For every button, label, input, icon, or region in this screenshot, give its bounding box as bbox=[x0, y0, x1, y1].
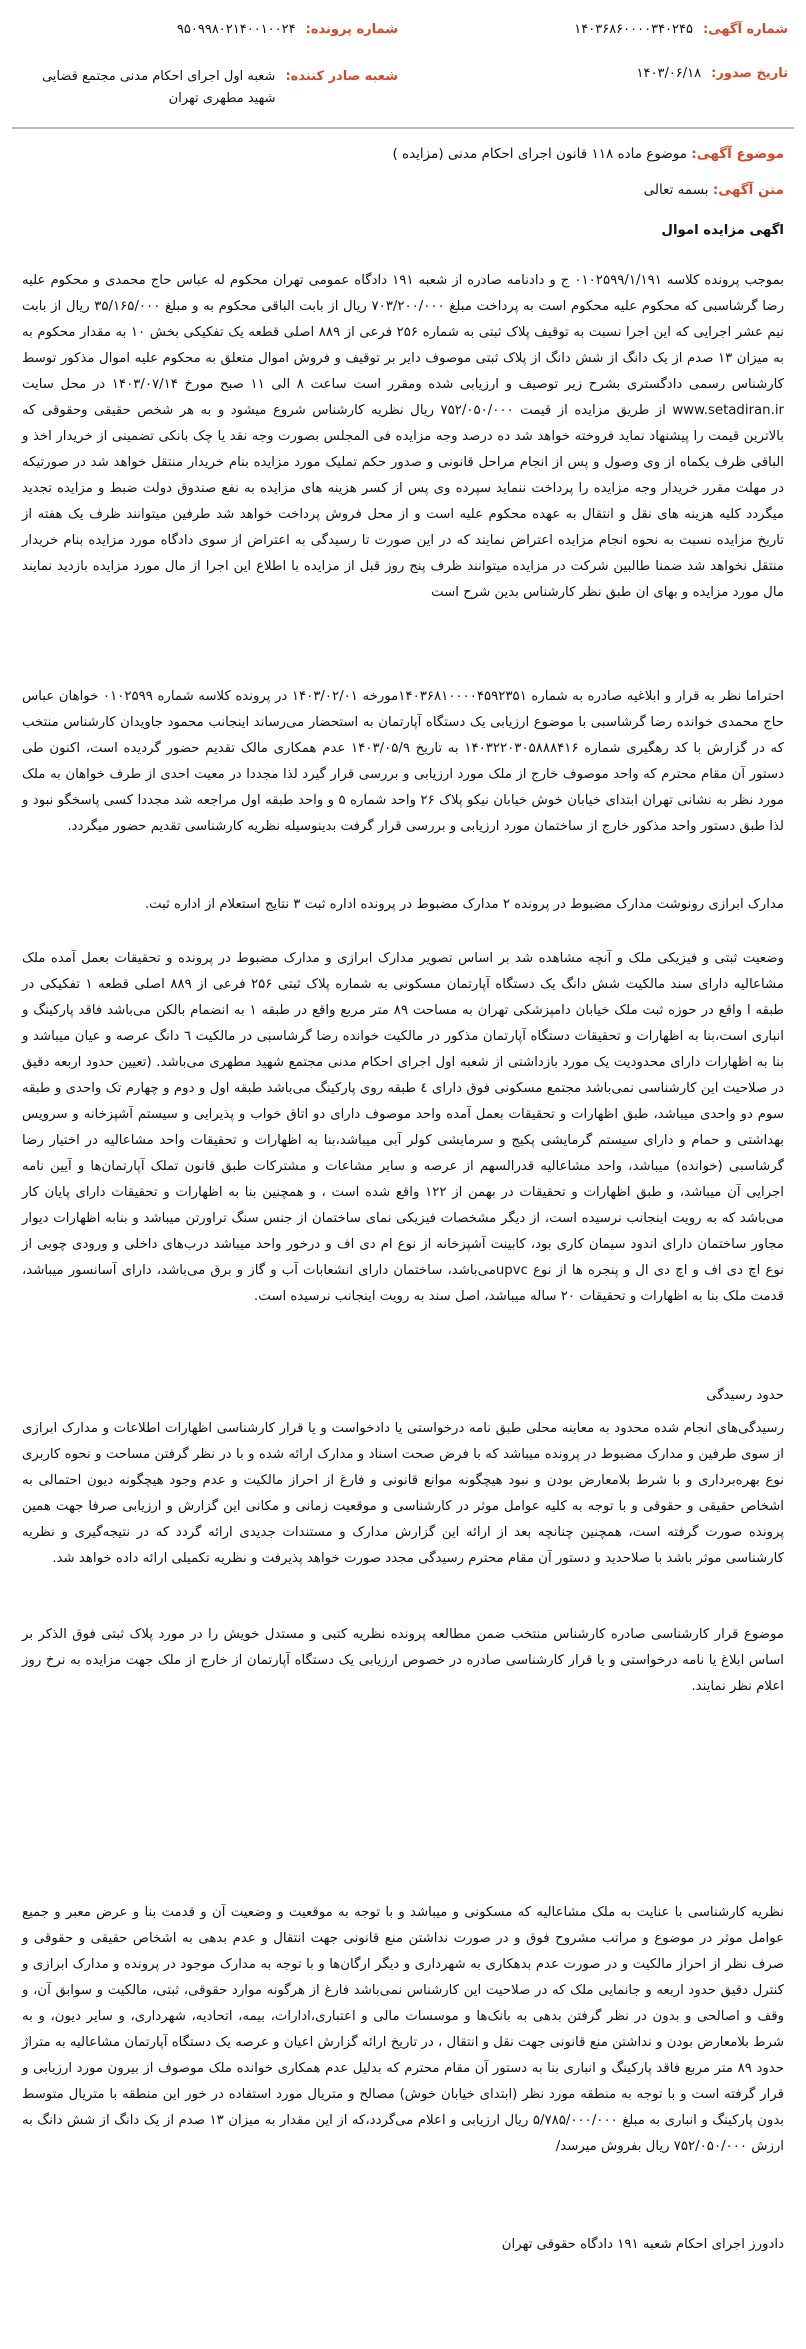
header-divider bbox=[12, 127, 794, 129]
paragraph-7 bbox=[22, 1900, 784, 2160]
notice-number-value: ۱۴۰۳۶۸۶۰۰۰۰۳۴۰۲۴۵ bbox=[574, 22, 693, 37]
scope-title: حدود رسیدگی bbox=[706, 1388, 784, 1403]
auction-terms-text: بموجب پرونده کلاسه ۰۱۰۲۵۹۹/۱/۱۹۱ ج و دادنامه صادره از شعبه ۱۹۱ دادگاه عمومی تهران محکوم له عباس حاج محمدی و محکوم علیه رضا گرشاسبی که محکوم علیه محکوم است به پرداخت مبلغ ۷۰۳/۲۰۰/۰۰۰ ریال از بابت الباقی محکوم به و مبلغ ۳۵/۱۶۵/۰۰۰ ریال از بابت نیم عشر اجرایی که این اجرا نسبت به توقیف پلاک ثبتی به شماره ۲۵۶ فرعی از ۸۸۹ اصلی قطعه یک تفکیکی بخش ۱۰ به مقدار محکوم به به میزان ۱۳ صدم از یک دانگ از شش دانگ از پلاک ثبتی موصوف دایر بر توقیف و فروش اموال متعلق به محکوم علیه اموال مذکور توسط کارشناس رسمی دادگستری بشرح زیر توصیف و ارزیابی شده ومقرر است ساعت ۸ الی ۱۱ صبح مورخ ۱۴۰۳/۰۷/۱۴ در محل سایت www.setadiran.ir از طریق مزایده از قیمت ۷۵۲/۰۵۰/۰۰۰ ریال نظریه کارشناس شروع میشود و به هر شخص حقیقی وحقوقی که بالاترین قیمت را پیشنهاد نماید فروخته خواهد شد ده درصد وجه مزایده فی المجلس بصورت وجه نقد یا چک بانکی تضمینی از خریدار اخذ و الباقی ظرف یکماه از وی وصول و پس از انجام مراحل قانونی و صدور حکم تملیک مورد مزایده بنام خریدار منتقل خواهد شد در صورتیکه در مهلت مقرر خریدار وجه مزایده را پرداخت ننماید سپرده وی پس از کسر هزینه های مزایده به نفع صندوق دولت ضبط و مزایده تجدید میگردد کلیه هزینه های نقل و انتقال به عهده محکوم علیه است و از محل فروش پرداخت خواهد شد طرفین میتوانند ظرف یک هفته از تاریخ مزایده نسبت به نحوه انجام مزایده اعتراض نمایند که در این صورت تا رسیدگی به اعتراض از سوی دادگاه مورد مزایده بنام خریدار منتقل نخواهد شد ضمنا طالبین شرکت در مزایده میتوانند ظرف پنج روز قبل از مزایده با اطلاع این اجرا از مال مورد مزایده بازدید نمایند مال مورد مزایده و بهای ان طبق نظر کارشناس بدین شرح است bbox=[22, 273, 785, 600]
signature-block bbox=[22, 2232, 784, 2258]
issuer-row bbox=[18, 66, 398, 110]
paragraph-3 bbox=[22, 892, 784, 918]
text-value: بسمه تعالی bbox=[643, 182, 709, 198]
signature-text: دادورز اجرای احکام شعبه ۱۹۱ دادگاه حقوقی تهران bbox=[501, 2237, 784, 2252]
text-label: متن آگهی: bbox=[712, 182, 784, 198]
documents-text: مدارک ابرازی رونوشت مدارک مضبوط در پرونده ۲ مدارک مضبوط در پرونده اداره ثبت ۳ نتایج استعلام از اداره ثبت. bbox=[144, 897, 784, 912]
paragraph-6 bbox=[22, 1622, 784, 1700]
case-number-value: ۹۵۰۹۹۸۰۲۱۴۰۰۱۰۰۲۴ bbox=[176, 22, 296, 37]
notice-meta bbox=[22, 140, 784, 204]
property-status-text: وضعیت ثبتی و فیزیکی ملک و آنچه مشاهده شد بر اساس تصویر مدارک ابرازی و مدارک مضبوط در پرونده و تحقیقات بعمل آمده ملک مشاعالیه دارای سند مالکیت شش دانگ یک دستگاه آپارتمان مسکونی به شماره پلاک ثبتی ۲۵۶ فرعی از ۸۸۹ اصلی قطعه ۱ تفکیکی در طبقه ا واقع در حوزه ثبت ملک خیابان دامپزشکی تهران به مساحت ۸۹ متر مربع واقع در طبقه ۱ به انضمام بالکن می‌باشد فاقد پارکینگ و انباری است،بنا به اظهارات و تحقیقات دستگاه آپارتمان مذکور در مالکیت خوانده رضا گرشاسبی در مالکیت ٦ دانگ عرصه و عیان میباشد و بنا به اظهارات دارای محدودیت یک مورد بازداشتی از شعبه اول اجرای احکام مدنی مجتمع شهید مطهری می‌باشد. (تعیین حدود اربعه دقیق در صلاحیت این کارشناسی نمی‌باشد مجتمع مسکونی فوق دارای ٤ طبقه روی پارکینگ می‌باشد طبقه اول و دوم و چهارم تک واحدی و طبقه سوم دو واحدی میباشد، طبق اظهارات و تحقیقات بعمل آمده واحد موصوف دارای دو اتاق خواب و پذیرایی و سیستم آشپزخانه و سرویس بهداشتی و حمام و دارای سیستم گرمایشی پکیج و سرمایشی کولر آبی میباشد،بنا به اظهارات و تحقیقات واحد مشاعالیه در اختیار رضا گرشاسبی (خوانده) میباشد، واحد مشاعالیه قدرالسهم از عرصه و سایر مشاعات و مشترکات طبق قانون تملک آپارتمان‌ها و آیین نامه اجرایی آن میباشد، و طبق اظهارات و تحقیقات در بهمن از ۱۲۲ واقع شده است ، و همچنین بنا به اظهارات و تحقیقات دارای پایان کار می‌باشد که به رویت اینجانب نرسیده است، از دیگر مشخصات فیزیکی نمای ساختمان از جنس سنگ تراورتن میباشد و بنابه اظهارات دیوار مجاور ساختمان دارای اندود سیمان کاری بود، کابینت آشپزخانه از نوع ام دی اف و درخور واحد میباشد درب‌های داخلی و ورودی چوبی از نوع اچ دی اف و اچ دی ال و پنجره ها از نوع upvcمی‌باشد، ساختمان دارای انشعابات آب و گاز و برق می‌باشد، دارای آسانسور میباشد، قدمت ملک بنا به اظهارات و تحقیقات ۲۰ ساله میباشد، اصل سند به رویت اینجانب نرسیده است. bbox=[22, 951, 785, 1304]
assignment-text: موضوع قرار کارشناسی صادره کارشناس منتخب ضمن مطالعه پرونده نظریه کتبی و مستدل خویش را در مورد پلاک ثبتی فوق الذکر بر اساس ابلاغ یا نامه درخواستی و یا قرار کارشناسی صادره در خصوص ارزیابی یک دستگاه آپارتمان از خارج از ملک جهت مزایده به نرخ روز اعلام نظر نمایند. bbox=[22, 1627, 784, 1694]
notice-number-label: شماره آگهی: bbox=[702, 22, 788, 37]
issue-date-row bbox=[637, 66, 788, 81]
expert-intro-text: احتراما نظر به قرار و ابلاغیه صادره به شماره ۱۴۰۳۶۸۱۰۰۰۰۴۵۹۲۳۵۱مورخه ۱۴۰۳/۰۲/۰۱ در پرونده کلاسه شماره ۰۱۰۲۵۹۹ خواهان عباس حاج محمدی خوانده رضا گرشاسبی با موضوع ارزیابی یک دستگاه آپارتمان به استحضار می‌رساند اینجانب محمود جاویدان کارشناس منتخب که در گزارش با کد رهگیری شماره ۱۴۰۳۲۲۰۳۰۵۸۸۸۴۱۶ به تاریخ ۱۴۰۳/۰۵/۹ عدم همکاری مالک تقدیم حضور گردیده است، اکنون طی دستور آن مقام محترم که واحد موصوف خارج از ملک مورد ارزیابی و بررسی قرار گیرد لذا مجددا در معیت احدی از طرف خواهان به ملک مورد نظر به نشانی تهران ابتدای خیابان خوش خیابان نیکو پلاک ۲۶ واحد شماره ۵ و واحد طبقه اول مراجعه شد مجددا کسی پاسخگو نبود و لذا طبق دستور واحد مذکور خارج از ساختمان مورد ارزیابی و بررسی قرار گرفت بدینوسیله نظریه کارشناسی تقدیم حضور میگردد. bbox=[22, 689, 785, 834]
case-number-row bbox=[177, 22, 398, 37]
issue-date-value: ۱۴۰۳/۰۶/۱۸ bbox=[636, 66, 702, 81]
valuation-text: نظریه کارشناسی با عنایت به ملک مشاعالیه که مسکونی و میباشد و با توجه به موقعیت و وضعیت آن و قدمت بنا و عرض معبر و جمیع عوامل موثر در موضوع و مراتب مشروح فوق و در صورت نداشتن منع قانونی جهت انتقال و عدم بدهی به اشخاص حقیقی و حقوقی و صرف نظر از احراز مالکیت و در صورت عدم بدهکاری به شهرداری و دیگر ارگان‌ها و با توجه به مدارک موجود در پرونده و مدارک ابرازی و کنترل دقیق حدود اربعه و جانمایی ملک که در صلاحیت این کارشناس نمی‌باشد فارغ از هرگونه موارد حقوقی، ثبتی، مالکیت و سوابق آن، و وقف و اصالحی و بدون در نظر گرفتن بدهی به بانک‌ها و موسسات مالی و اعتباری،ادارات، بیمه، اتحادیه، شهرداری، و سایر دیون، و به شرط بلامعارض بودن و نداشتن منع قانونی جهت نقل و انتقال ، در تاریخ ارائه گزارش اعیان و عرصه یک دستگاه آپارتمان مشاعالیه به متراژ حدود ۸۹ متر مربع فاقد پارکینگ و انباری بنا به دستور آن مقام محترم که بدلیل عدم همکاری خوانده ملک موصوف از بیرون مورد ارزیابی و قرار گرفته است و با توجه به منطقه مورد نظر (ابتدای خیابان خوش) مصالح و متریال مورد استفاده در خور این منطقه با متریال متوسط بدون پارکینگ و انباری به مبلغ ۵/۷۸۵/۰۰۰/۰۰۰ ریال ارزیابی و اعلام می‌گردد،که از این مقدار به میزان ۱۳ صدم از یک دانگ از شش دانگ به ارزش ۷۵۲/۰۵۰/۰۰۰ ریال بفروش میرسد/ bbox=[22, 1905, 785, 2154]
scope-text: رسیدگی‌های انجام شده محدود به معاینه محلی طبق نامه درخواستی یا دادخواست و یا قرار کارشناسی اظهارات اطلاعات و مدارک ابرازی از سوی طرفین و مدارک مضبوط در پرونده میباشد که با فرض صحت اسناد و مدارک ارائه شده و با در نظر گرفتن مساحت و نحوه کاربری نوع بهره‌برداری و با شرط بلامعارض بودن و نبود هیچگونه موانع قانونی و فارغ از احراز مالکیت و عدم وجود هیچگونه دیون احتمالی به اشخاص حقیقی و حقوقی و با توجه به کلیه عوامل موثر در کارشناسی و موقعیت زمانی و مکانی این گزارش و ارزیابی صرفا جهت همین پرونده صورت گرفته است، همچنین چنانچه بعد از ارائه این گزارش مدارک و مستندات جدیدی ارائه گردد که در نتیجه‌گیری و نظریه کارشناسی موثر باشد با صلاحدید و دستور آن مقام محترم رسیدگی مجدد صورت خواهد پذیرفت و نظریه تکمیلی ارائه داده خواهد شد. bbox=[22, 1421, 784, 1566]
subject-row bbox=[22, 140, 784, 168]
paragraph-2 bbox=[22, 684, 784, 840]
issue-date-label: تاریخ صدور: bbox=[711, 66, 788, 81]
notice-number-row bbox=[574, 22, 788, 37]
scope-heading bbox=[22, 1383, 784, 1409]
case-number-label: شماره پرونده: bbox=[305, 22, 398, 37]
issuer-label: شعبه صادر کننده: bbox=[285, 69, 398, 84]
paragraph-5 bbox=[22, 1416, 784, 1572]
auction-title: اگهی مزایده اموال bbox=[661, 223, 784, 238]
notice-header bbox=[18, 14, 788, 126]
notice-title bbox=[22, 218, 784, 244]
subject-value: موضوع ماده ۱۱۸ قانون اجرای احکام مدنی (مزایده ) bbox=[392, 146, 687, 162]
subject-label: موضوع آگهی: bbox=[691, 146, 784, 162]
paragraph-1 bbox=[22, 268, 784, 606]
paragraph-4 bbox=[22, 946, 784, 1310]
issuer-value: شعبه اول اجرای احکام مدنی مجتمع قضایی شهید مطهری تهران bbox=[41, 69, 276, 106]
text-row bbox=[22, 176, 784, 204]
